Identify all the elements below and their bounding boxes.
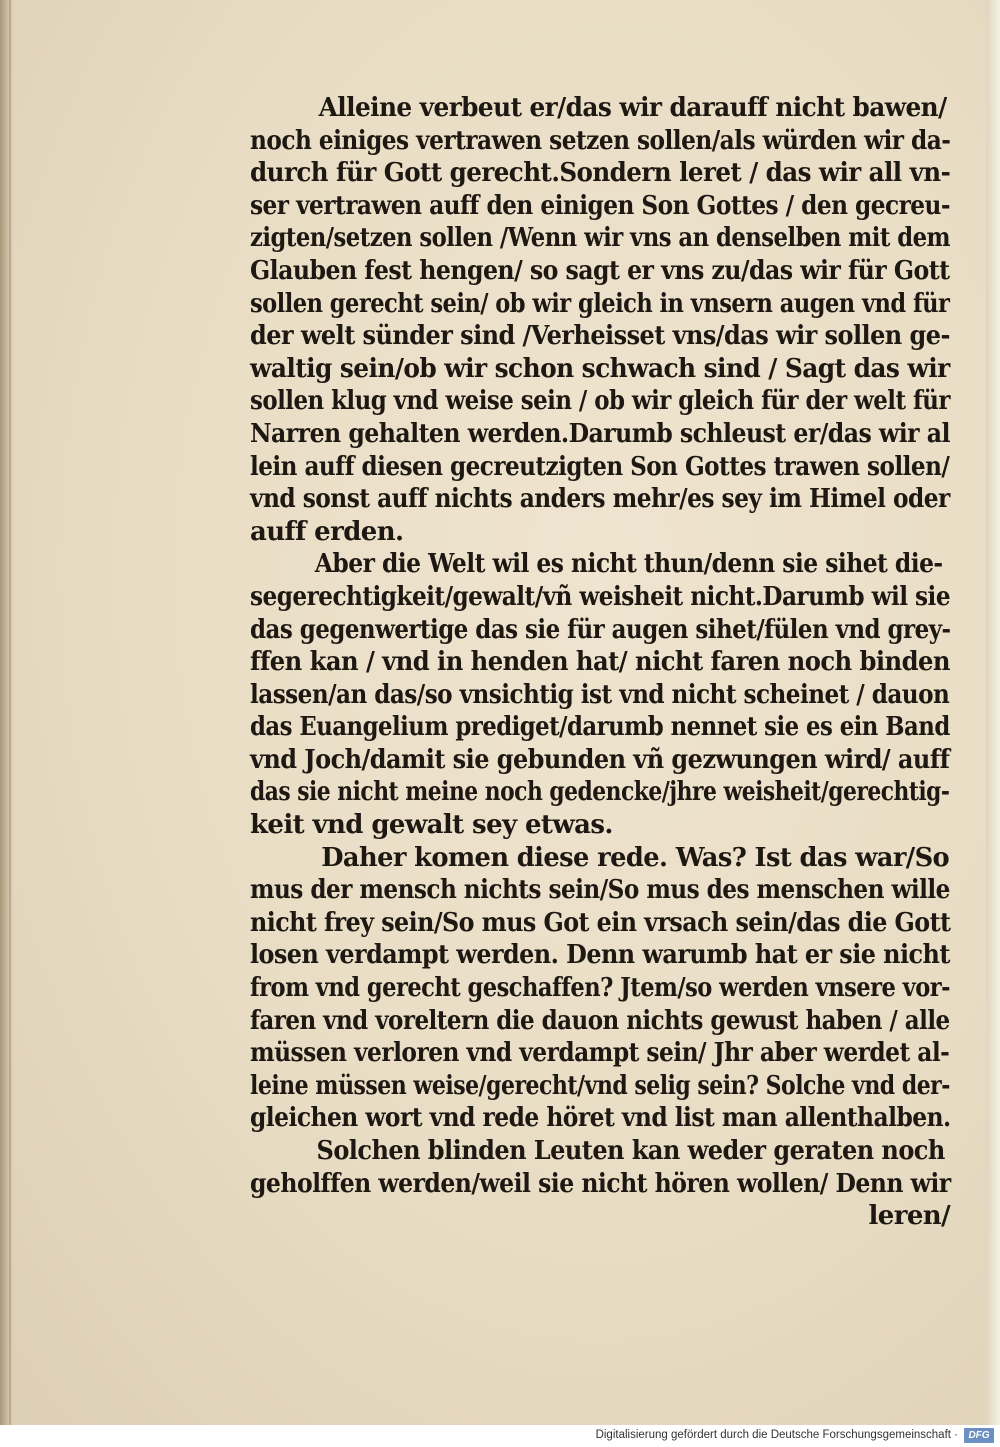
dfg-logo-icon: DFG (964, 1428, 994, 1443)
text-line: sollen klug vnd weise sein / ob wir gleich für der welt für (250, 386, 950, 417)
text-line: nicht frey sein/So mus Got ein vrsach sein/das die Gott (250, 907, 951, 938)
text-line: Daher komen diese rede. Was? Ist das war/So (321, 842, 950, 873)
text-line: keit vnd gewalt sey etwas. (250, 810, 613, 841)
text-line: waltig sein/ob wir schon schwach sind / Sagt das wir (250, 353, 950, 384)
text-line: der welt sünder sind /Verheisset vns/das wir sollen ge- (250, 321, 950, 352)
text-line: from vnd gerecht geschaffen? Jtem/so werden vnsere vor- (250, 973, 951, 1004)
text-line: mus der mensch nichts sein/So mus des menschen wille (250, 875, 950, 906)
text-line: vnd sonst auff nichts anders mehr/es sey im Himel oder (250, 484, 950, 515)
page-edge (9, 0, 11, 1425)
text-line: ffen kan / vnd in henden hat/ nicht faren noch binden (250, 647, 950, 678)
text-line: vnd Joch/damit sie gebunden vñ gezwungen wird/ auff (250, 744, 950, 775)
text-line: sollen gerecht sein/ ob wir gleich in vnsern augen vnd für (250, 288, 950, 319)
footer-bar (0, 1425, 1000, 1447)
body-text (250, 92, 950, 1233)
text-line: lein auff diesen gecreutzigten Son Gottes trawen sollen/ (250, 451, 950, 482)
text-line: Alleine verbeut er/das wir darauff nicht bawen/ (318, 93, 947, 123)
text-line: losen verdampt werden. Denn warumb hat er sie nicht (250, 940, 950, 971)
text-line: noch einiges vertrawen setzen sollen/als würden wir da- (250, 125, 951, 156)
text-line: Aber die Welt wil es nicht thun/denn sie sihet die- (314, 549, 943, 580)
text-line: das gegenwertige das sie für augen sihet/fülen vnd grey- (250, 614, 951, 645)
funding-note: Digitalisierung gefördert durch die Deutsche Forschungsgemeinschaft · (595, 1429, 958, 1441)
text-line: das Euangelium prediget/darumb nennet sie es ein Band (250, 712, 950, 743)
text-line: Glauben fest hengen/ so sagt er vns zu/das wir für Gott (250, 255, 950, 286)
text-line: Narren gehalten werden.Darumb schleust er/das wir al (250, 418, 950, 449)
catchword: leren/ (868, 1201, 950, 1232)
text-line: faren vnd voreltern die dauon nichts gewust haben / alle (250, 1005, 950, 1036)
text-line: auff erden. (250, 516, 404, 547)
text-line: zigten/setzen sollen /Wenn wir vns an denselben mit dem (250, 223, 951, 254)
text-line: lassen/an das/so vnsichtig ist vnd nicht scheinet / dauon (250, 679, 950, 710)
text-line: müssen verloren vnd verdampt sein/ Jhr aber werdet al- (250, 1038, 950, 1069)
text-line: das sie nicht meine noch gedencke/jhre weisheit/gerechtig- (250, 777, 950, 808)
text-line: durch für Gott gerecht.Sondern leret / das wir all vn- (250, 158, 951, 189)
text-line: geholffen werden/weil sie nicht hören wollen/ Denn wir (250, 1168, 951, 1199)
text-line: gleichen wort vnd rede höret vnd list man allenthalben. (250, 1103, 951, 1134)
text-line: segerechtigkeit/gewalt/vñ weisheit nicht.Darumb wil sie (250, 581, 951, 612)
binding-shadow (0, 0, 14, 1425)
text-line: Solchen blinden Leuten kan weder geraten noch (316, 1136, 945, 1166)
page-fore-edge (986, 0, 1000, 1425)
text-line: leine müssen weise/gerecht/vnd selig sein? Solche vnd der- (250, 1070, 950, 1101)
text-line: ser vertrawen auff den einigen Son Gottes / den gecreu- (250, 190, 951, 221)
